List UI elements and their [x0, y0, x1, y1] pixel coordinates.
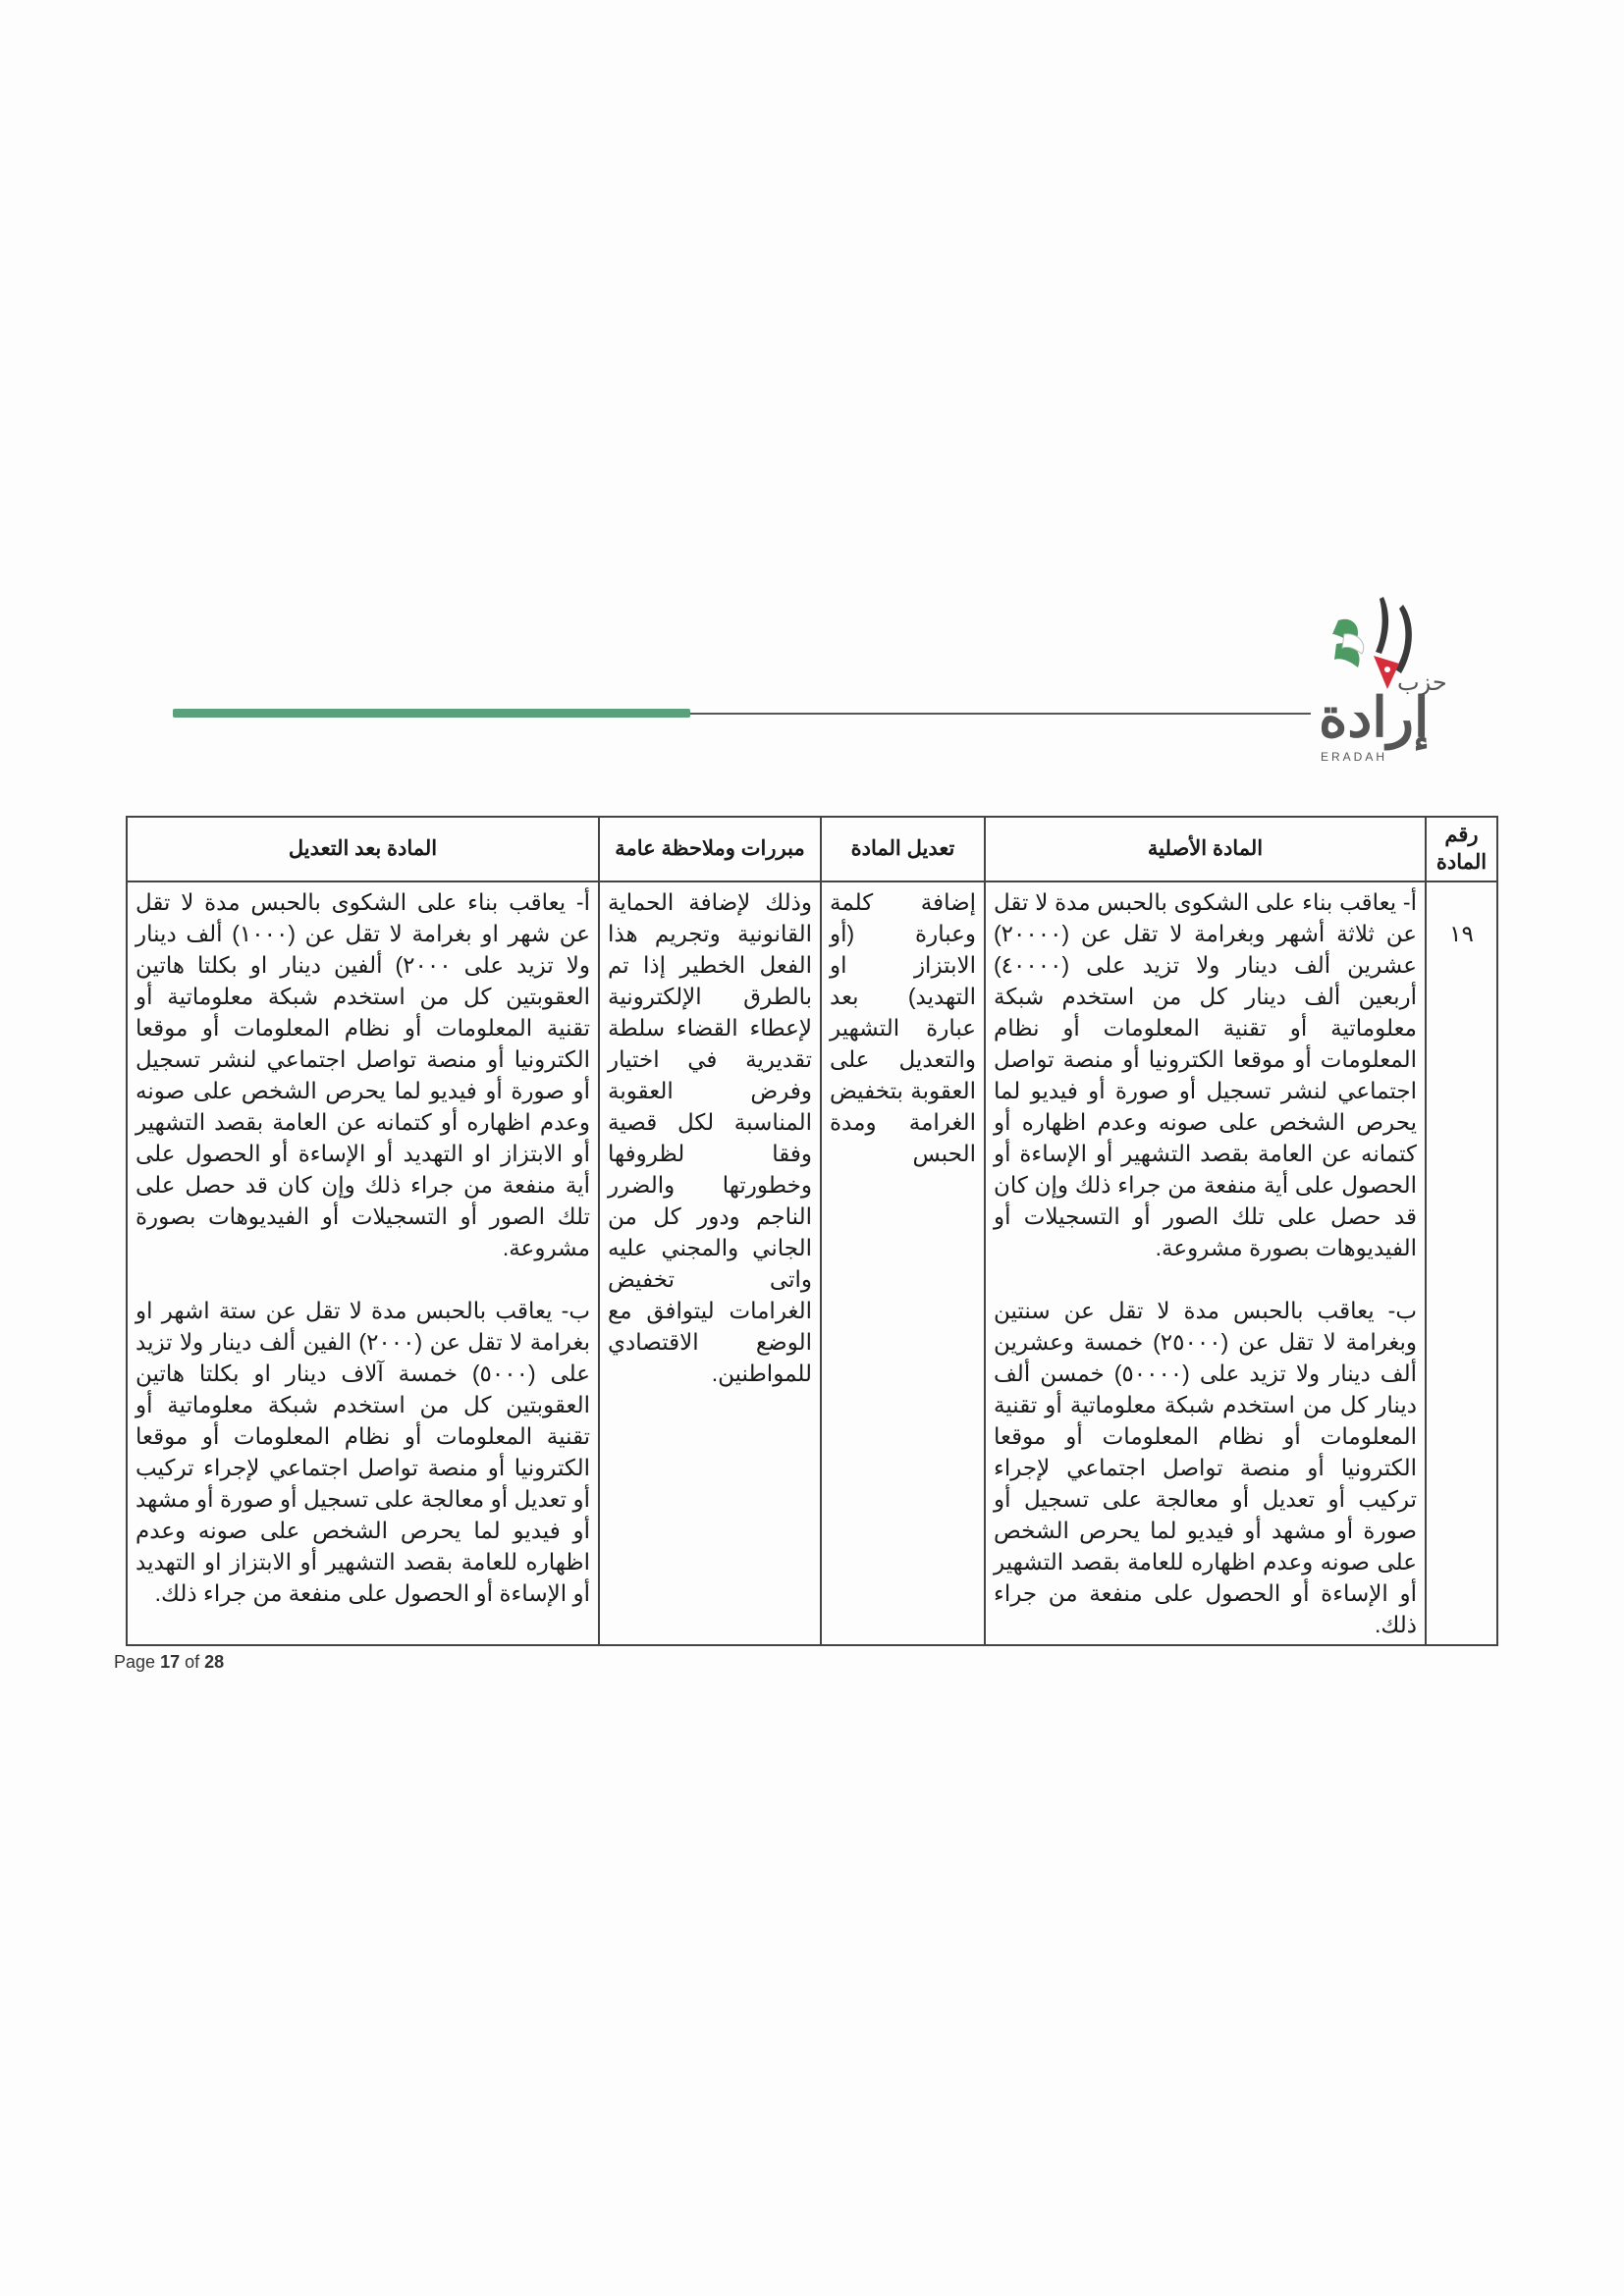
header-original: المادة الأصلية: [985, 817, 1426, 881]
table-row: [127, 881, 1497, 1645]
article-number: ١٩: [1426, 881, 1497, 1645]
justification-cell: [599, 881, 821, 1645]
justification-text: وذلك لإضافة الحماية القانونية وتجريم هذا الفعل الخطير إذا تم بالطرق الإلكترونية لإعطاء القضاء سلطة تقديرية في اختيار وفرض العقوبة المناسبة لكل قصية وفقا لظروفها وخطورتها والضرر الناجم ودور كل من الجاني والمجني عليه واتى تخفيض الغرامات ليتوافق مع الوضع الاقتصادي للمواطنين.: [608, 889, 812, 1386]
logo-latin: ERADAH: [1321, 750, 1388, 764]
page-total: 28: [204, 1652, 225, 1672]
header-justification: مبررات وملاحظة عامة: [599, 817, 821, 881]
logo-wordmark: إرادة: [1319, 686, 1430, 748]
table-header-row: [127, 817, 1497, 881]
page-label: Page: [114, 1652, 156, 1672]
original-clause-a: أ- يعاقب بناء على الشكوى بالحبس مدة لا تقل عن ثلاثة أشهر وبغرامة لا تقل عن (٢٠٠٠٠) عشرين ألف دينار ولا تزيد على (٤٠٠٠٠) أربعين ألف دينار كل من استخدم شبكة معلوماتية أو تقنية المعلومات أو نظام المعلومات أو موقعا الكترونيا أو منصة تواصل اجتماعي لنشر تسجيل أو صورة أو فيديو لما يحرص الشخص على صونه وعدم اظهاره أو كتمانه عن العامة بقصد التشهير أو الإساءة أو الحصول على أية منفعة من جراء ذلك وإن كان قد حصل على تلك الصور أو التسجيلات أو الفيديوهات بصورة مشروعة.: [994, 889, 1417, 1260]
header-article-no: رقم المادة: [1426, 817, 1497, 881]
amendments-table: [126, 816, 1498, 1646]
original-clause-b: ب- يعاقب بالحبس مدة لا تقل عن سنتين وبغرامة لا تقل عن (٢٥٠٠٠) خمسة وعشرين ألف دينار ولا تزيد على (٥٠٠٠٠) خمسن ألف دينار كل من استخدم شبكة معلوماتية أو تقنية المعلومات أو نظام المعلومات أو موقعا الكترونيا أو منصة تواصل اجتماعي لإجراء تركيب أو تعديل أو معالجة على تسجيل أو صورة أو مشهد أو فيديو لما يحرص الشخص على صونه وعدم اظهاره للعامة بقصد التشهير أو الإساءة أو الحصول على منفعة من جراء ذلك.: [994, 1298, 1417, 1637]
header-amendment: تعديل المادة: [821, 817, 985, 881]
after-clause-a: أ- يعاقب بناء على الشكوى بالحبس مدة لا تقل عن شهر او بغرامة لا تقل عن (١٠٠٠) ألف دينار ولا تزيد على ٢٠٠٠) ألفين دينار او بكلتا هاتين العقوبتين كل من استخدم شبكة معلوماتية أو تقنية المعلومات أو نظام المعلومات أو موقعا الكترونيا أو منصة تواصل اجتماعي لنشر تسجيل أو صورة أو فيديو لما يحرص الشخص على صونه وعدم اظهاره أو كتمانه عن العامة بقصد التشهير أو الابتزاز او التهديد أو الإساءة أو الحصول على أية منفعة من جراء ذلك وإن كان قد حصل على تلك الصور أو التسجيلات أو الفيديوهات بصورة مشروعة.: [135, 889, 590, 1260]
amendment-cell: [821, 881, 985, 1645]
original-text-cell: [985, 881, 1426, 1645]
of-label: of: [185, 1652, 200, 1672]
amendment-text: إضافة كلمة وعبارة (أو الابتزاز او التهديد) بعد عبارة التشهير والتعديل على العقوبة بتخفيض الغرامة ومدة الحبس: [830, 889, 976, 1166]
header-after: المادة بعد التعديل: [127, 817, 599, 881]
after-clause-b: ب- يعاقب بالحبس مدة لا تقل عن ستة اشهر او بغرامة لا تقل عن (٢٠٠٠) الفين ألف دينار ولا تزيد على (٥٠٠٠) خمسة آلاف دينار او بكلتا هاتين العقوبتين كل من استخدم شبكة معلوماتية أو تقنية المعلومات أو نظام المعلومات أو موقعا الكترونيا أو منصة تواصل اجتماعي لإجراء تركيب أو تعديل أو معالجة على تسجيل أو صورة أو مشهد أو فيديو لما يحرص الشخص على صونه وعدم اظهاره للعامة بقصد التشهير أو الابتزاز او التهديد أو الإساءة أو الحصول على منفعة من جراء ذلك.: [135, 1298, 591, 1606]
header-gray-rule: [690, 713, 1311, 715]
page-current: 17: [160, 1652, 181, 1672]
eradah-party-logo: [1315, 595, 1447, 767]
after-text-cell: [127, 881, 599, 1645]
header-green-rule: [173, 709, 690, 718]
logo-prefix: حزب: [1397, 669, 1447, 696]
page-number: [114, 1652, 224, 1673]
